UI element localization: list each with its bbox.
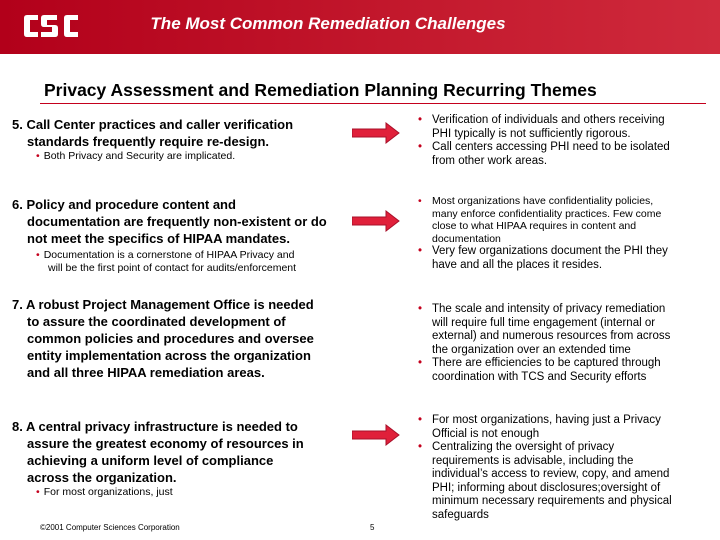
theme-line: standards frequently require re-design. [27,134,270,149]
detail-bullet: • The scale and intensity of privacy remediation will require full time engagement (internal or external) and numerous resources from across the organization over an extended time [418,303,671,356]
detail-bullet: • Very few organizations document the PHI they have and all the places it resides. [418,245,668,271]
detail-bullet: • Most organizations have confidentiality policies, many enforce confidentiality practices. Few come close to what HIPAA requires in content and documentation [418,195,662,245]
sub-bullet: • Both Privacy and Security are implicated. [36,150,236,162]
subtitle-rule [40,103,706,104]
theme-5-heading [12,116,293,150]
copyright-notice: ©2001 Computer Sciences Corporation [40,523,180,532]
header-title: The Most Common Remediation Challenges [150,14,506,33]
slide-subtitle: Privacy Assessment and Remediation Planning Recurring Themes [44,80,597,100]
theme-8-sub: • For most organizations, just [36,486,173,498]
theme-8-heading: 8. A central privacy infrastructure is needed to assure the greatest economy of resources in achieving a uniform level of compliance across the organization. [12,419,304,485]
theme-7-details [418,303,670,384]
detail-bullet: • Centralizing the oversight of privacy requirements is advisable, including the individual’s access to review, copy, and amend PHI; informing about disclosures;oversight of minimum necessary requirements and physical safeguards [418,441,672,521]
detail-bullet: • Verification of individuals and others receiving PHI typically is not sufficiently rigorous. [418,114,665,140]
theme-6-details [418,195,668,272]
detail-bullet: • Call centers accessing PHI need to be isolated from other work areas. [418,141,670,167]
theme-line: 5. Call Center practices and caller verification [12,117,294,132]
theme-7-heading: 7. A robust Project Management Office is needed to assure the coordinated development of common policies and procedures and oversee entity implementation across the organization and all three HIPAA remediation areas. [12,297,314,380]
header-bar [0,0,720,54]
theme-6-heading: 6. Policy and procedure content and documentation are frequently non-existent or do not meet the specifics of HIPAA mandates. [12,197,327,246]
detail-bullet: • For most organizations, having just a Privacy Official is not enough [418,414,661,440]
arrow-right-icon [352,424,400,446]
detail-bullet: • There are efficiencies to be captured through coordination with TCS and Security efforts [418,357,661,383]
page-number: 5 [370,523,375,532]
theme-5-details [418,114,670,168]
theme-5-sub [36,150,235,163]
theme-6-sub: • Documentation is a cornerstone of HIPAA Privacy and will be the first point of contact for audits/enforcement [36,249,297,274]
theme-8-details [418,414,672,522]
arrow-right-icon [352,122,400,144]
arrow-right-icon [352,210,400,232]
